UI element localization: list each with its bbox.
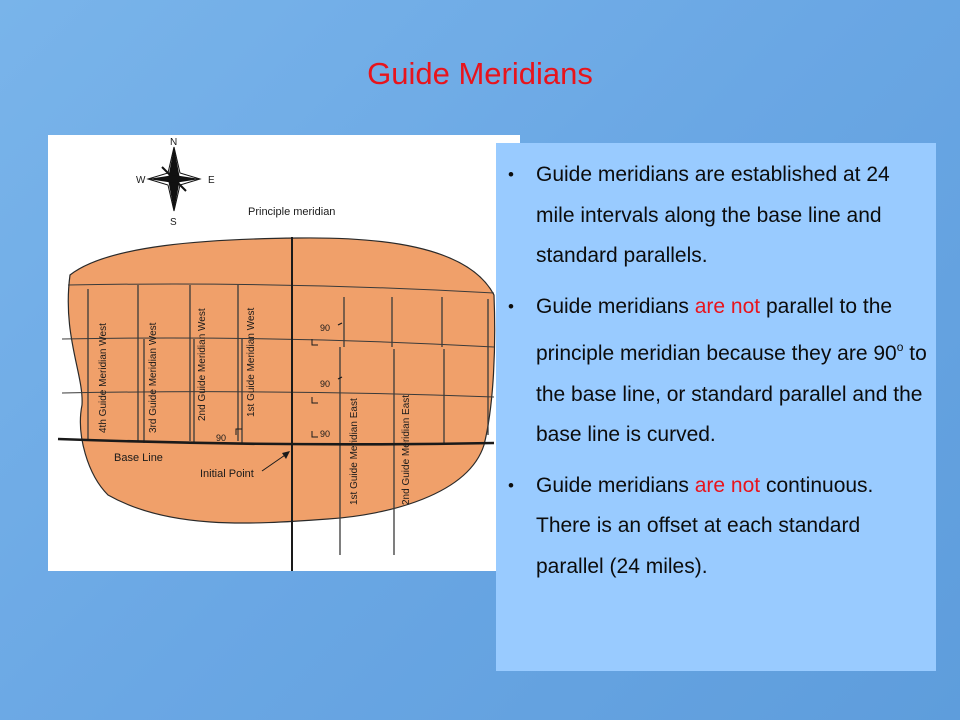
angle-label-3: 90: [320, 379, 331, 389]
bullet-item: [508, 287, 928, 456]
bullet-list: [508, 155, 928, 597]
compass-rose: [136, 137, 215, 228]
compass-east: E: [208, 175, 215, 186]
bullet-panel: [496, 143, 936, 671]
superscript-text: o: [896, 340, 904, 354]
diagram-svg: [48, 135, 520, 571]
bullet-text: Guide meridians: [536, 473, 695, 497]
compass-west: W: [136, 175, 146, 186]
highlighted-text: are not: [694, 294, 761, 318]
meridian-label-1st-east: 1st Guide Meridian East: [349, 398, 360, 505]
land-area: [68, 238, 494, 523]
meridian-label-3rd-west: 3rd Guide Meridian West: [148, 322, 159, 433]
guide-meridians-diagram: [48, 135, 520, 571]
bullet-text: Guide meridians are established at 24 mile intervals along the base line and standard parallels.: [536, 163, 890, 267]
meridian-label-2nd-east: 2nd Guide Meridian East: [401, 394, 412, 505]
bullet-dot-icon: •: [508, 296, 514, 316]
bullet-text: parallel to the principle meridian because they are 90: [536, 294, 897, 365]
angle-label-2: 90: [320, 323, 331, 333]
slide-title: Guide Meridians: [367, 56, 593, 91]
bullet-item: [508, 466, 928, 588]
angle-label-4: 90: [320, 429, 331, 439]
initial-point-label: Initial Point: [200, 468, 254, 480]
principal-meridian-label: Principle meridian: [248, 206, 336, 218]
meridian-label-2nd-west: 2nd Guide Meridian West: [197, 308, 208, 421]
base-line-label: Base Line: [114, 452, 163, 464]
compass-south: S: [170, 217, 177, 228]
meridian-label-4th-west: 4th Guide Meridian West: [98, 323, 109, 433]
bullet-text: continuous. There is an offset at each standard parallel (24 miles).: [536, 473, 874, 578]
compass-north: N: [170, 137, 178, 148]
bullet-text: Guide meridians: [536, 294, 695, 318]
bullet-dot-icon: •: [508, 475, 514, 495]
angle-label-1: 90: [216, 433, 227, 443]
meridian-label-1st-west: 1st Guide Meridian West: [246, 307, 257, 417]
bullet-text: to the base line, or standard parallel and the base line is curved.: [536, 342, 927, 446]
highlighted-text: are not: [694, 473, 761, 497]
bullet-dot-icon: •: [508, 165, 514, 184]
bullet-item: [508, 155, 928, 277]
